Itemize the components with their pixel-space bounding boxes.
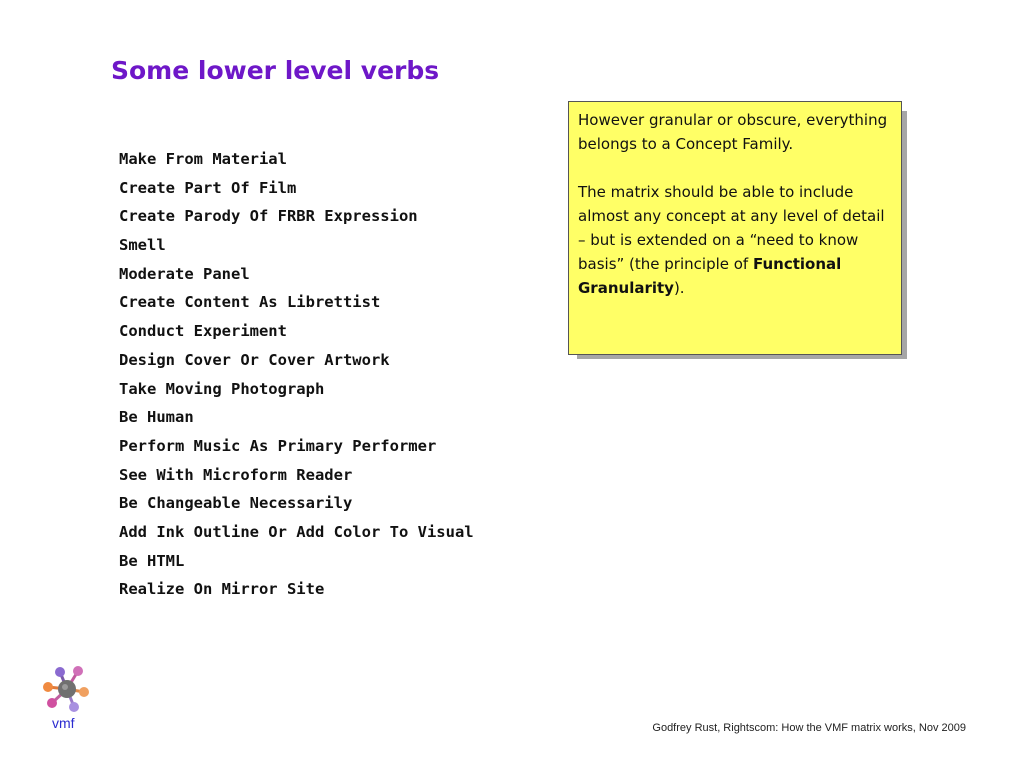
note-paragraph-2-end: ).: [673, 279, 685, 297]
verb-list: [119, 147, 539, 606]
verb-item: Add Ink Outline Or Add Color To Visual: [119, 522, 474, 541]
verb-item: Design Cover Or Cover Artwork: [119, 350, 390, 369]
logo-label: vmf: [52, 715, 75, 731]
verb-item: Be Human: [119, 408, 194, 427]
note-paragraph-2: [578, 180, 893, 300]
slide-title: Some lower level verbs: [111, 56, 440, 85]
verb-item: See With Microform Reader: [119, 465, 353, 484]
verb-item: Create Parody Of FRBR Expression: [119, 207, 418, 226]
verb-item: Smell: [119, 236, 166, 255]
verb-item: Create Content As Librettist: [119, 293, 381, 312]
note-callout: [568, 101, 902, 355]
verb-item: Moderate Panel: [119, 264, 250, 283]
verb-item: Be HTML: [119, 551, 185, 570]
verb-item: Make From Material: [119, 150, 287, 168]
footer-caption: Godfrey Rust, Rightscom: How the VMF matrix works, Nov 2009: [652, 722, 966, 734]
note-emphasis: Functional Granularity: [578, 255, 842, 297]
note-paragraph-2-text: The matrix should be able to include almost any concept at any level of detail – but is extended on a “need to know basis” (the principle of: [578, 183, 885, 273]
verb-item: Take Moving Photograph: [119, 379, 325, 398]
verb-item: Create Part Of Film: [119, 178, 297, 197]
verb-item: Realize On Mirror Site: [119, 580, 325, 599]
verb-item: Be Changeable Necessarily: [119, 494, 353, 513]
note-paragraph-1: However granular or obscure, everything belongs to a Concept Family.: [578, 111, 888, 153]
verb-item: Conduct Experiment: [119, 322, 287, 341]
verb-item: Perform Music As Primary Performer: [119, 436, 437, 455]
